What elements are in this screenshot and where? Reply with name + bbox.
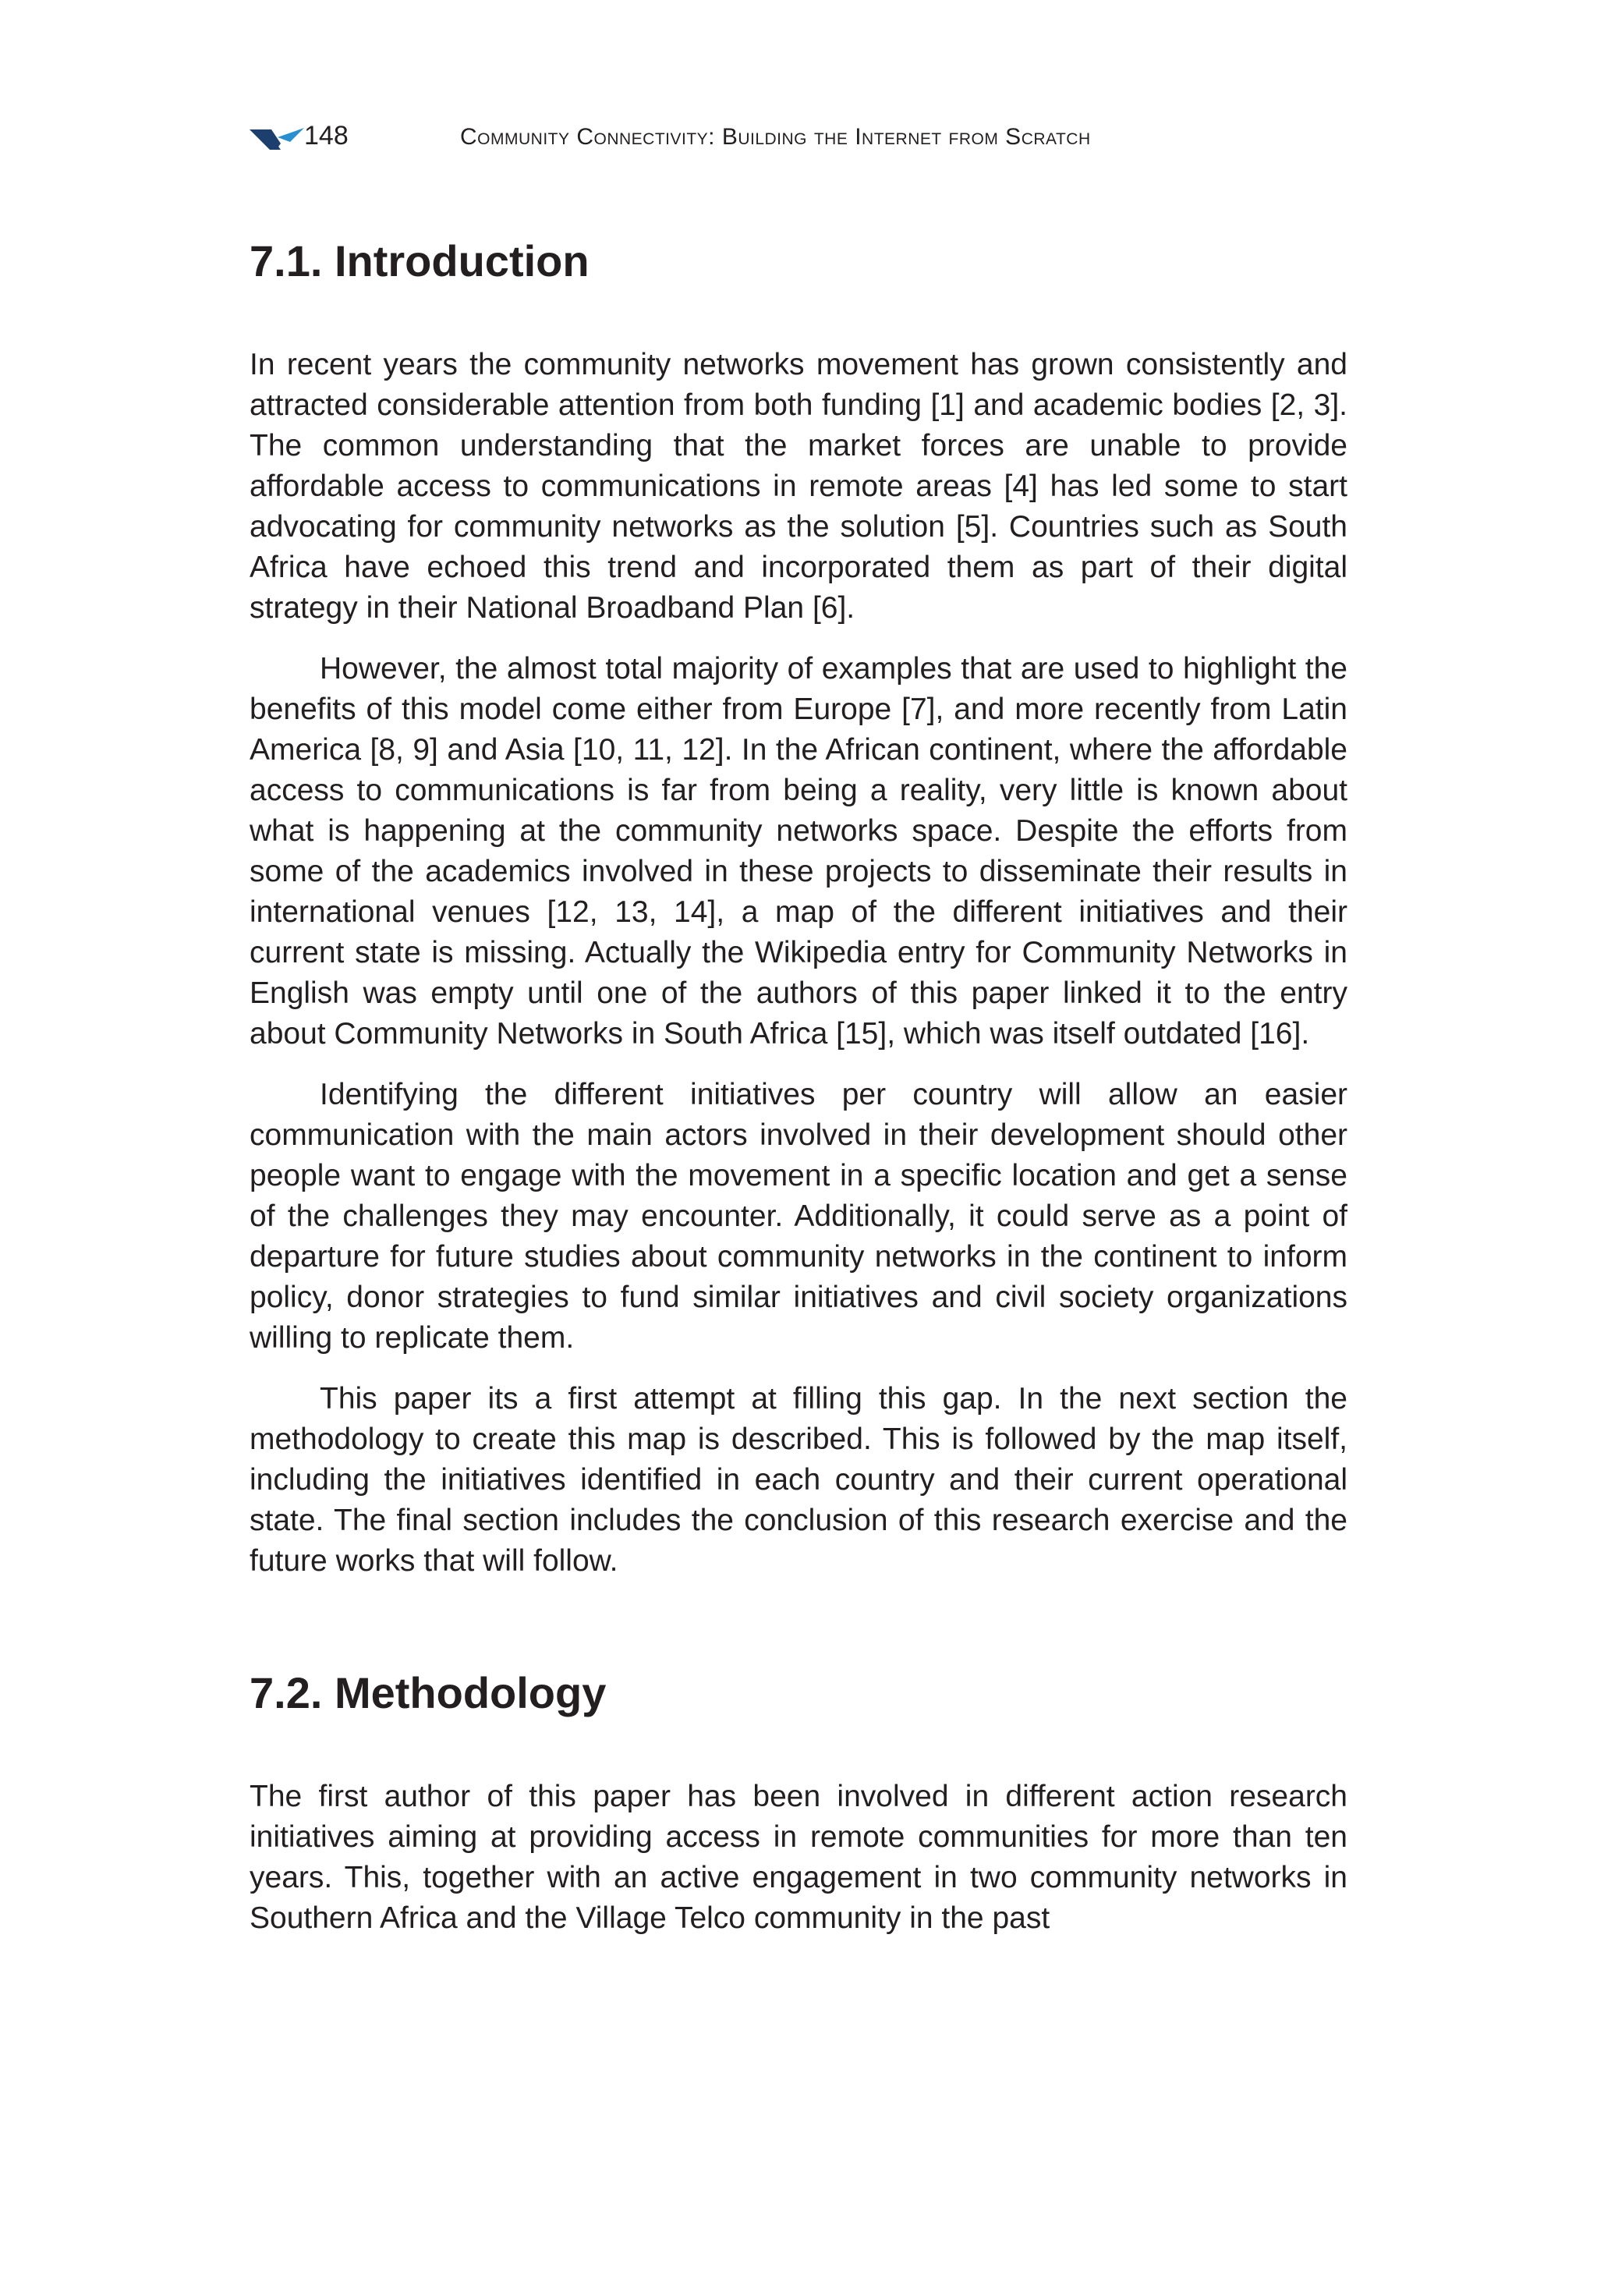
page-content: [250, 234, 1347, 1959]
section-heading-methodology: 7.2. Methodology: [250, 1668, 607, 1717]
page-number: 148: [304, 121, 349, 151]
publisher-logo-icon: [250, 126, 307, 153]
page-header: [250, 119, 1357, 158]
paragraph: The first author of this paper has been involved in different action research initiatives aiming at providing access in remote communities for more than ten years. This, together with an active engagement in two community networks in Southern Africa and the Village Telco community in the past: [250, 1780, 1347, 1935]
paragraph: Identifying the different initiatives per country will allow an easier communication with the main actors involved in their development should other people want to engage with the movement in a specific location and get a sense of the challenges they may encounter. Additionally, it could serve as a point of departure for future studies about community networks in the continent to inform policy, donor strategies to fund similar initiatives and civil society organizations willing to replicate them.: [250, 1078, 1347, 1355]
paragraph: In recent years the community networks movement has grown consistently and attracted considerable attention from both funding [1] and academic bodies [2, 3]. The common understanding that the market forces are unable to provide affordable access to communications in remote areas [4] has led some to start advocating for community networks as the solution [5]. Countries such as South Africa have echoed this trend and incorporated them as part of their digital strategy in their National Broadband Plan [6].: [250, 348, 1347, 625]
paragraph: However, the almost total majority of examples that are used to highlight the benefits of this model come either from Europe [7], and more recently from Latin America [8, 9] and Asia [10, 11, 12]. In the African continent, where the affordable access to communications is far from being a reality, very little is known about what is happening at the community networks space. Despite the efforts from some of the academics involved in these projects to disseminate their results in international venues [12, 13, 14], a map of the different initiatives and their current state is missing. Actually the Wikipedia entry for Community Networks in English was empty until one of the authors of this paper linked it to the entry about Community Networks in South Africa [15], which was itself outdated [16].: [250, 652, 1347, 1051]
paragraph: This paper its a first attempt at filling this gap. In the next section the methodology to create this map is described. This is followed by the map itself, including the initiatives identified in each country and their current operational state. The final section includes the conclusion of this research exercise and the future works that will follow.: [250, 1382, 1347, 1578]
running-title: Community Connectivity: Building the Internet from Scratch: [460, 124, 1091, 150]
section-heading-introduction: 7.1. Introduction: [250, 236, 590, 285]
